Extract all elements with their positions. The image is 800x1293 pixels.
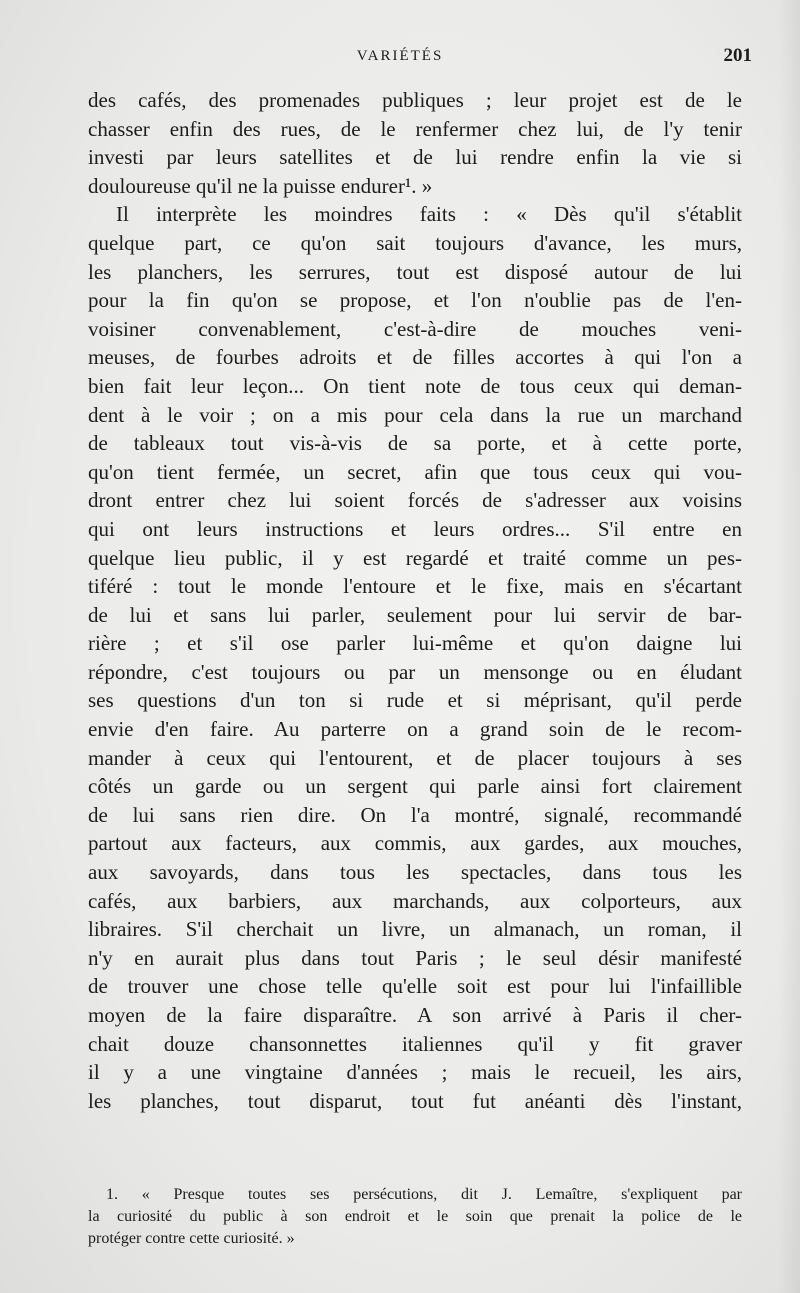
text-line: qui ont leurs instructions et leurs ordres... S'il entre en (88, 516, 742, 541)
text-line: voisiner convenablement, c'est-à-dire de mouches veni- (88, 316, 742, 341)
footnote-line: la curiosité du public à son endroit et le soin que prenait la police de le (88, 1208, 742, 1225)
text-line: quelque part, ce qu'on sait toujours d'avance, les murs, (88, 230, 742, 255)
running-head-title: VARIÉTÉS (356, 48, 444, 64)
text-line: chasser enfin des rues, de le renfermer chez lui, de l'y tenir (88, 116, 742, 141)
text-line: pour la fin qu'on se propose, et l'on n'oublie pas de l'en- (88, 288, 742, 313)
text-line: il y a une vingtaine d'années ; mais le recueil, les airs, (88, 1060, 742, 1085)
text-line: rière ; et s'il ose parler lui-même et qu'on daigne lui (88, 631, 742, 656)
text-line: côtés un garde ou un sergent qui parle ainsi fort clairement (88, 774, 742, 799)
text-line: quelque lieu public, il y est regardé et traité comme un pes- (88, 545, 742, 570)
text-line: les planches, tout disparut, tout fut anéanti dès l'instant, (88, 1088, 742, 1113)
text-line: dent à le voir ; on a mis pour cela dans la rue un marchand (88, 402, 742, 427)
text-line: cafés, aux barbiers, aux marchands, aux colporteurs, aux (88, 888, 742, 913)
text-line: de trouver une chose telle qu'elle soit est pour lui l'infaillible (88, 974, 742, 999)
page-edge-shadow (778, 0, 800, 1293)
text-line: douloureuse qu'il ne la puisse endurer¹. » (88, 173, 433, 198)
text-line: n'y en aurait plus dans tout Paris ; le seul désir manifesté (88, 945, 742, 970)
text-line: moyen de la faire disparaître. A son arrivé à Paris il cher- (88, 1003, 742, 1027)
text-line: les planchers, les serrures, tout est disposé autour de lui (88, 259, 742, 284)
text-line: meuses, de fourbes adroits et de filles accortes à qui l'on a (88, 345, 742, 370)
text-line: de lui sans rien dire. On l'a montré, signalé, recommandé (88, 802, 742, 827)
text-line: envie d'en faire. Au parterre on a grand soin de le recom- (88, 717, 742, 742)
text-line: de lui et sans lui parler, seulement pour lui servir de bar- (88, 602, 742, 627)
footnote-line: 1. « Presque toutes ses persécutions, dit J. Lemaître, s'expliquent par (106, 1186, 742, 1203)
page-number: 201 (723, 45, 752, 66)
text-line: tiféré : tout le monde l'entoure et le fixe, mais en s'écartant (88, 574, 742, 599)
text-line: investi par leurs satellites et de lui rendre enfin la vie si (88, 145, 742, 170)
footnote-line: protéger contre cette curiosité. » (88, 1230, 295, 1247)
text-line: aux savoyards, dans tous les spectacles, dans tous les (88, 860, 742, 885)
footnote (88, 1184, 742, 1250)
body-text (88, 86, 742, 1115)
text-line: qu'on tient fermée, un secret, afin que tous ceux qui vou- (88, 459, 742, 484)
text-line: mander à ceux qui l'entourent, et de placer toujours à ses (88, 745, 742, 770)
text-line: des cafés, des promenades publiques ; leur projet est de le (88, 88, 742, 112)
text-line: Il interprète les moindres faits : « Dès qu'il s'établit (116, 202, 742, 227)
text-line: bien fait leur leçon... On tient note de tous ceux qui deman- (88, 373, 742, 398)
text-line: chait douze chansonnettes italiennes qu'il y fit graver (88, 1031, 742, 1056)
text-line: de tableaux tout vis-à-vis de sa porte, et à cette porte, (88, 431, 742, 456)
text-line: partout aux facteurs, aux commis, aux gardes, aux mouches, (88, 831, 742, 856)
running-head (0, 45, 800, 72)
text-line: ses questions d'un ton si rude et si méprisant, qu'il perde (88, 688, 742, 713)
text-line: dront entrer chez lui soient forcés de s'adresser aux voisins (88, 488, 742, 513)
text-line: libraires. S'il cherchait un livre, un almanach, un roman, il (88, 917, 742, 942)
text-line: répondre, c'est toujours ou par un mensonge ou en éludant (88, 659, 742, 684)
